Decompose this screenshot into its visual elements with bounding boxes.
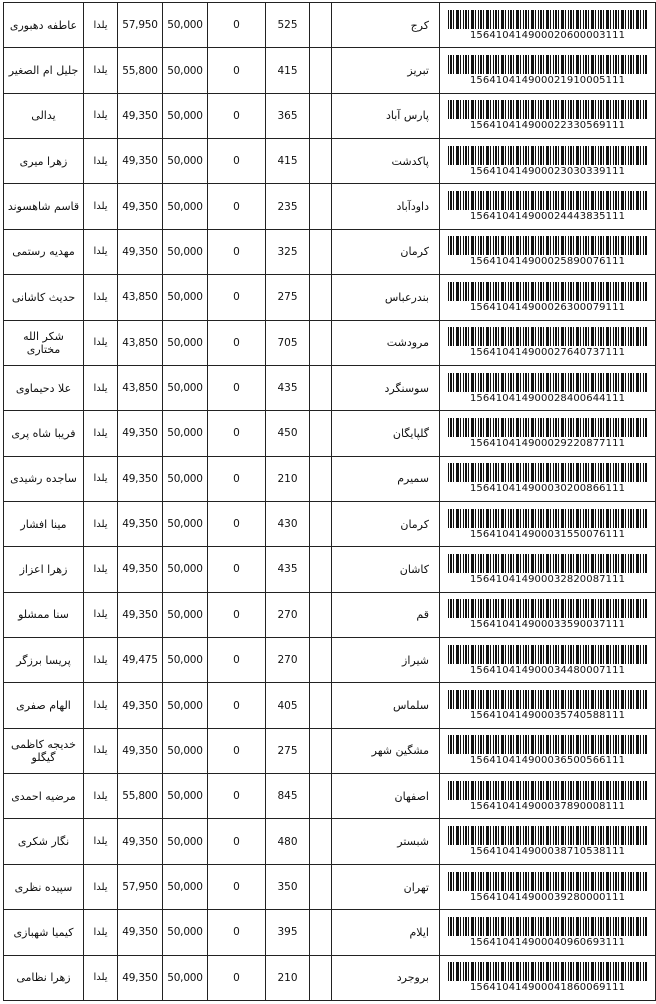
tracking-code: 156410414900032820087111	[469, 573, 626, 585]
total-amount: 49,350	[118, 184, 163, 229]
barcode-graphic	[448, 327, 648, 346]
table-row	[4, 547, 656, 592]
table-row	[4, 320, 656, 365]
package-type: یلدا	[84, 683, 118, 728]
table-row	[4, 728, 656, 773]
barcode-cell	[440, 864, 656, 909]
total-amount: 49,350	[118, 547, 163, 592]
zero-value: 0	[208, 184, 266, 229]
barcode-graphic	[448, 690, 648, 709]
base-amount: 50,000	[163, 910, 208, 955]
weight-value: 435	[266, 365, 310, 410]
tracking-code: 156410414900035740588111	[469, 710, 626, 722]
recipient-name: حدیث کاشانی	[4, 275, 84, 320]
barcode-graphic	[448, 146, 648, 165]
package-type: یلدا	[84, 48, 118, 93]
total-amount: 43,850	[118, 275, 163, 320]
table-row	[4, 3, 656, 48]
recipient-name: زهرا نظامی	[4, 955, 84, 1000]
recipient-name: سپیده نظری	[4, 864, 84, 909]
total-amount: 49,350	[118, 456, 163, 501]
barcode-graphic	[448, 373, 648, 392]
empty-cell	[310, 456, 332, 501]
barcode-graphic	[448, 962, 648, 981]
tracking-code: 156410414900020600003111	[469, 29, 626, 41]
tracking-code: 156410414900022330569111	[469, 120, 626, 132]
total-amount: 43,850	[118, 365, 163, 410]
zero-value: 0	[208, 910, 266, 955]
base-amount: 50,000	[163, 229, 208, 274]
base-amount: 50,000	[163, 501, 208, 546]
recipient-name: قاسم شاهسوند	[4, 184, 84, 229]
recipient-name: علا دحیماوی	[4, 365, 84, 410]
destination-city: کرمان	[332, 501, 440, 546]
table-row	[4, 48, 656, 93]
zero-value: 0	[208, 819, 266, 864]
barcode-graphic	[448, 826, 648, 845]
weight-value: 405	[266, 683, 310, 728]
tracking-code: 156410414900041860069111	[469, 982, 626, 994]
empty-cell	[310, 592, 332, 637]
empty-cell	[310, 48, 332, 93]
total-amount: 49,350	[118, 683, 163, 728]
barcode-cell	[440, 48, 656, 93]
package-type: یلدا	[84, 728, 118, 773]
total-amount: 49,350	[118, 910, 163, 955]
tracking-code: 156410414900037890008111	[469, 800, 626, 812]
empty-cell	[310, 229, 332, 274]
total-amount: 49,350	[118, 592, 163, 637]
recipient-name: نگار شکری	[4, 819, 84, 864]
empty-cell	[310, 683, 332, 728]
tracking-code: 156410414900023030339111	[469, 165, 626, 177]
destination-city: کرج	[332, 3, 440, 48]
recipient-name: شکر الله مختاری	[4, 320, 84, 365]
barcode-graphic	[448, 191, 648, 210]
barcode-cell	[440, 774, 656, 819]
total-amount: 57,950	[118, 864, 163, 909]
weight-value: 395	[266, 910, 310, 955]
table-row	[4, 229, 656, 274]
barcode-cell	[440, 139, 656, 184]
weight-value: 415	[266, 48, 310, 93]
recipient-name: پریسا برزگر	[4, 638, 84, 683]
tracking-code: 156410414900026300079111	[469, 301, 626, 313]
weight-value: 450	[266, 411, 310, 456]
weight-value: 350	[266, 864, 310, 909]
base-amount: 50,000	[163, 638, 208, 683]
barcode-graphic	[448, 645, 648, 664]
destination-city: قم	[332, 592, 440, 637]
empty-cell	[310, 184, 332, 229]
recipient-name: ساجده رشیدی	[4, 456, 84, 501]
tracking-code: 156410414900034480007111	[469, 664, 626, 676]
base-amount: 50,000	[163, 864, 208, 909]
barcode-cell	[440, 365, 656, 410]
recipient-name: مرضیه احمدی	[4, 774, 84, 819]
empty-cell	[310, 547, 332, 592]
barcode-graphic	[448, 735, 648, 754]
package-type: یلدا	[84, 93, 118, 138]
barcode-graphic	[448, 100, 648, 119]
barcode-cell	[440, 229, 656, 274]
table-row	[4, 411, 656, 456]
zero-value: 0	[208, 3, 266, 48]
total-amount: 43,850	[118, 320, 163, 365]
barcode-graphic	[448, 418, 648, 437]
zero-value: 0	[208, 320, 266, 365]
weight-value: 270	[266, 592, 310, 637]
shipment-table	[3, 2, 656, 1001]
recipient-name: الهام صفری	[4, 683, 84, 728]
package-type: یلدا	[84, 910, 118, 955]
package-type: یلدا	[84, 955, 118, 1000]
table-row	[4, 592, 656, 637]
weight-value: 275	[266, 275, 310, 320]
destination-city: سمیرم	[332, 456, 440, 501]
destination-city: بندرعباس	[332, 275, 440, 320]
total-amount: 49,350	[118, 819, 163, 864]
recipient-name: سنا ممشلو	[4, 592, 84, 637]
barcode-cell	[440, 3, 656, 48]
destination-city: پاکدشت	[332, 139, 440, 184]
tracking-code: 156410414900024443835111	[469, 211, 626, 223]
barcode-graphic	[448, 872, 648, 891]
zero-value: 0	[208, 456, 266, 501]
recipient-name: جلیل ام الصغیر	[4, 48, 84, 93]
zero-value: 0	[208, 638, 266, 683]
package-type: یلدا	[84, 638, 118, 683]
destination-city: تبریز	[332, 48, 440, 93]
barcode-cell	[440, 320, 656, 365]
base-amount: 50,000	[163, 456, 208, 501]
weight-value: 845	[266, 774, 310, 819]
table-row	[4, 456, 656, 501]
weight-value: 525	[266, 3, 310, 48]
table-row	[4, 955, 656, 1000]
package-type: یلدا	[84, 365, 118, 410]
barcode-graphic	[448, 917, 648, 936]
tracking-code: 156410414900033590037111	[469, 619, 626, 631]
empty-cell	[310, 365, 332, 410]
weight-value: 325	[266, 229, 310, 274]
zero-value: 0	[208, 93, 266, 138]
destination-city: گلپایگان	[332, 411, 440, 456]
tracking-code: 156410414900038710538111	[469, 846, 626, 858]
empty-cell	[310, 638, 332, 683]
table-row	[4, 819, 656, 864]
barcode-graphic	[448, 236, 648, 255]
empty-cell	[310, 275, 332, 320]
weight-value: 210	[266, 955, 310, 1000]
tracking-code: 156410414900029220877111	[469, 437, 626, 449]
weight-value: 235	[266, 184, 310, 229]
package-type: یلدا	[84, 320, 118, 365]
table-row	[4, 864, 656, 909]
base-amount: 50,000	[163, 683, 208, 728]
table-row	[4, 93, 656, 138]
table-row	[4, 139, 656, 184]
package-type: یلدا	[84, 3, 118, 48]
recipient-name: زهرا اعزاز	[4, 547, 84, 592]
total-amount: 49,350	[118, 229, 163, 274]
destination-city: مشگین شهر	[332, 728, 440, 773]
base-amount: 50,000	[163, 48, 208, 93]
zero-value: 0	[208, 955, 266, 1000]
weight-value: 435	[266, 547, 310, 592]
base-amount: 50,000	[163, 275, 208, 320]
destination-city: مرودشت	[332, 320, 440, 365]
tracking-code: 156410414900036500566111	[469, 755, 626, 767]
barcode-cell	[440, 819, 656, 864]
table-row	[4, 910, 656, 955]
weight-value: 480	[266, 819, 310, 864]
barcode-cell	[440, 456, 656, 501]
zero-value: 0	[208, 864, 266, 909]
tracking-code: 156410414900021910005111	[469, 75, 626, 87]
package-type: یلدا	[84, 411, 118, 456]
package-type: یلدا	[84, 774, 118, 819]
empty-cell	[310, 864, 332, 909]
weight-value: 365	[266, 93, 310, 138]
destination-city: کاشان	[332, 547, 440, 592]
zero-value: 0	[208, 683, 266, 728]
empty-cell	[310, 819, 332, 864]
barcode-cell	[440, 93, 656, 138]
weight-value: 430	[266, 501, 310, 546]
zero-value: 0	[208, 728, 266, 773]
destination-city: شیراز	[332, 638, 440, 683]
zero-value: 0	[208, 48, 266, 93]
zero-value: 0	[208, 365, 266, 410]
table-row	[4, 275, 656, 320]
table-row	[4, 683, 656, 728]
total-amount: 49,350	[118, 93, 163, 138]
base-amount: 50,000	[163, 411, 208, 456]
empty-cell	[310, 411, 332, 456]
barcode-graphic	[448, 10, 648, 29]
zero-value: 0	[208, 592, 266, 637]
package-type: یلدا	[84, 501, 118, 546]
destination-city: کرمان	[332, 229, 440, 274]
zero-value: 0	[208, 501, 266, 546]
destination-city: تهران	[332, 864, 440, 909]
base-amount: 50,000	[163, 93, 208, 138]
base-amount: 50,000	[163, 365, 208, 410]
barcode-cell	[440, 501, 656, 546]
tracking-code: 156410414900031550076111	[469, 528, 626, 540]
zero-value: 0	[208, 275, 266, 320]
total-amount: 49,350	[118, 955, 163, 1000]
recipient-name: مینا افشار	[4, 501, 84, 546]
tracking-code: 156410414900030200866111	[469, 483, 626, 495]
shipment-table-body	[4, 3, 656, 1001]
total-amount: 55,800	[118, 774, 163, 819]
total-amount: 49,350	[118, 728, 163, 773]
total-amount: 49,350	[118, 411, 163, 456]
barcode-cell	[440, 955, 656, 1000]
tracking-code: 156410414900040960693111	[469, 936, 626, 948]
empty-cell	[310, 955, 332, 1000]
destination-city: ایلام	[332, 910, 440, 955]
base-amount: 50,000	[163, 139, 208, 184]
barcode-cell	[440, 275, 656, 320]
table-row	[4, 184, 656, 229]
barcode-cell	[440, 638, 656, 683]
zero-value: 0	[208, 547, 266, 592]
barcode-cell	[440, 547, 656, 592]
package-type: یلدا	[84, 229, 118, 274]
barcode-graphic	[448, 599, 648, 618]
total-amount: 55,800	[118, 48, 163, 93]
barcode-graphic	[448, 781, 648, 800]
empty-cell	[310, 93, 332, 138]
destination-city: شبستر	[332, 819, 440, 864]
destination-city: پارس آباد	[332, 93, 440, 138]
table-row	[4, 774, 656, 819]
empty-cell	[310, 728, 332, 773]
total-amount: 49,475	[118, 638, 163, 683]
total-amount: 49,350	[118, 139, 163, 184]
weight-value: 210	[266, 456, 310, 501]
base-amount: 50,000	[163, 184, 208, 229]
tracking-code: 156410414900027640737111	[469, 347, 626, 359]
tracking-code: 156410414900025890076111	[469, 256, 626, 268]
destination-city: داودآباد	[332, 184, 440, 229]
barcode-cell	[440, 683, 656, 728]
barcode-cell	[440, 728, 656, 773]
base-amount: 50,000	[163, 728, 208, 773]
package-type: یلدا	[84, 819, 118, 864]
total-amount: 49,350	[118, 501, 163, 546]
base-amount: 50,000	[163, 774, 208, 819]
barcode-cell	[440, 411, 656, 456]
destination-city: اصفهان	[332, 774, 440, 819]
recipient-name: زهرا میری	[4, 139, 84, 184]
recipient-name: کیمیا شهبازی	[4, 910, 84, 955]
empty-cell	[310, 774, 332, 819]
base-amount: 50,000	[163, 547, 208, 592]
package-type: یلدا	[84, 592, 118, 637]
empty-cell	[310, 320, 332, 365]
base-amount: 50,000	[163, 819, 208, 864]
package-type: یلدا	[84, 275, 118, 320]
package-type: یلدا	[84, 184, 118, 229]
base-amount: 50,000	[163, 592, 208, 637]
package-type: یلدا	[84, 456, 118, 501]
empty-cell	[310, 3, 332, 48]
zero-value: 0	[208, 139, 266, 184]
zero-value: 0	[208, 411, 266, 456]
barcode-cell	[440, 184, 656, 229]
table-row	[4, 501, 656, 546]
table-row	[4, 365, 656, 410]
package-type: یلدا	[84, 547, 118, 592]
recipient-name: خدیجه کاظمی گیگلو	[4, 728, 84, 773]
empty-cell	[310, 910, 332, 955]
empty-cell	[310, 139, 332, 184]
weight-value: 415	[266, 139, 310, 184]
barcode-cell	[440, 592, 656, 637]
destination-city: بروجرد	[332, 955, 440, 1000]
total-amount: 57,950	[118, 3, 163, 48]
base-amount: 50,000	[163, 955, 208, 1000]
base-amount: 50,000	[163, 320, 208, 365]
barcode-graphic	[448, 55, 648, 74]
recipient-name: یدالی	[4, 93, 84, 138]
package-type: یلدا	[84, 864, 118, 909]
weight-value: 270	[266, 638, 310, 683]
barcode-graphic	[448, 509, 648, 528]
package-type: یلدا	[84, 139, 118, 184]
zero-value: 0	[208, 774, 266, 819]
recipient-name: فریبا شاه پری	[4, 411, 84, 456]
barcode-graphic	[448, 282, 648, 301]
weight-value: 705	[266, 320, 310, 365]
tracking-code: 156410414900028400644111	[469, 392, 626, 404]
weight-value: 275	[266, 728, 310, 773]
table-row	[4, 638, 656, 683]
barcode-cell	[440, 910, 656, 955]
recipient-name: مهدیه رستمی	[4, 229, 84, 274]
base-amount: 50,000	[163, 3, 208, 48]
zero-value: 0	[208, 229, 266, 274]
tracking-code: 156410414900039280000111	[469, 891, 626, 903]
destination-city: سلماس	[332, 683, 440, 728]
recipient-name: عاطفه دهبوری	[4, 3, 84, 48]
barcode-graphic	[448, 554, 648, 573]
destination-city: سوسنگرد	[332, 365, 440, 410]
empty-cell	[310, 501, 332, 546]
barcode-graphic	[448, 463, 648, 482]
